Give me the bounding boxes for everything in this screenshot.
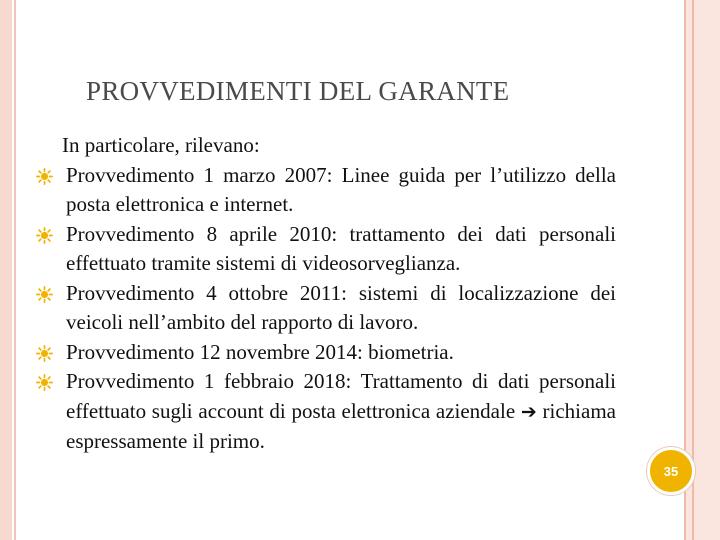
list-item <box>36 161 616 220</box>
list-item-text: Provvedimento 1 febbraio 2018: Trattamento di dati personali effettuato sugli account di posta elettronica aziendale <box>66 369 616 423</box>
page-number-badge: 35 <box>647 447 695 495</box>
sun-bullet-icon <box>36 374 53 391</box>
list-item-text: Provvedimento 4 ottobre 2011: sistemi di localizzazione dei veicoli nell’ambito del rapporto di lavoro. <box>66 280 616 334</box>
frame-left-border <box>0 0 12 540</box>
list-item <box>36 279 616 338</box>
list-item <box>36 220 616 279</box>
sun-bullet-icon <box>36 168 53 185</box>
frame-left-line <box>14 0 16 540</box>
list-item <box>36 367 616 457</box>
sun-bullet-icon <box>36 345 53 362</box>
list-item-text: Provvedimento 1 marzo 2007: Linee guida per l’utilizzo della posta elettronica e internet. <box>66 162 616 216</box>
intro-text: In particolare, rilevano: <box>62 133 260 157</box>
list-item-text: Provvedimento 8 aprile 2010: trattamento dei dati personali effettuato tramite sistemi di videosorveglianza. <box>66 221 616 275</box>
sun-bullet-icon <box>36 286 53 303</box>
sun-bullet-icon <box>36 227 53 244</box>
slide-title: PROVVEDIMENTI DEL GARANTE <box>86 76 510 106</box>
list-item-text: Provvedimento 12 novembre 2014: biometria. <box>66 339 454 364</box>
slide-content <box>36 131 616 457</box>
right-arrow-icon: ➔ <box>520 400 537 423</box>
list-item <box>36 338 616 368</box>
list-item-text-tail: richiama espressamente il primo. <box>66 398 616 453</box>
